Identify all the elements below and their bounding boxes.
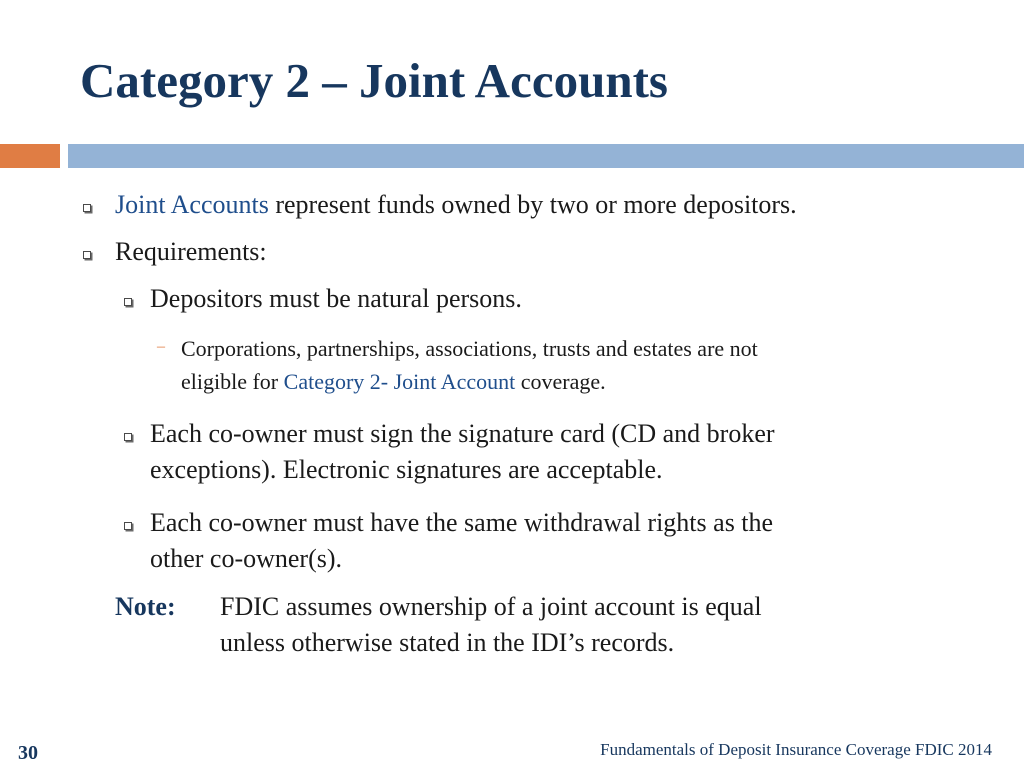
sub-bullet-text: Each co-owner must have the same withdrawal rights as the	[150, 508, 774, 537]
accent-bar-blue	[68, 144, 1024, 168]
bullet-text: represent funds owned by two or more depositors.	[268, 190, 797, 219]
sub-bullet-signature-line2	[150, 455, 663, 485]
note-text-line2	[220, 628, 674, 658]
slide-title: Category 2 – Joint Accounts	[80, 53, 668, 108]
square-bullet-icon	[124, 433, 132, 441]
dash-bullet-icon: –	[157, 338, 165, 355]
note-text-line1	[220, 592, 762, 622]
bullet-joint-accounts	[115, 190, 797, 220]
joint-accounts-term: Joint Accounts	[115, 190, 269, 219]
category-2-term: Category 2- Joint Account	[283, 369, 516, 394]
sub-bullet-withdrawal-line1	[150, 508, 773, 538]
bullet-text: Requirements:	[115, 237, 267, 266]
square-bullet-icon	[124, 298, 132, 306]
sub-bullet-text: Depositors must be natural persons.	[150, 284, 522, 313]
sub-sub-bullet-text: eligible for	[181, 369, 284, 394]
sub-sub-bullet-text: Corporations, partnerships, associations, trusts and estates are not	[181, 336, 758, 361]
note-text: unless otherwise stated in the IDI’s records.	[220, 628, 675, 657]
sub-bullet-text: other co-owner(s).	[150, 544, 343, 573]
sub-bullet-text: exceptions). Electronic signatures are acceptable.	[150, 455, 663, 484]
sub-sub-bullet-text: coverage.	[515, 369, 606, 394]
square-bullet-icon	[83, 204, 91, 212]
page-number: 30	[18, 742, 38, 764]
sub-bullet-withdrawal-line2	[150, 544, 342, 574]
sub-bullet-signature-line1	[150, 419, 775, 449]
square-bullet-icon	[83, 251, 91, 259]
square-bullet-icon	[124, 522, 132, 530]
footer-text: Fundamentals of Deposit Insurance Coverage FDIC 2014	[600, 740, 992, 759]
note-label: Note:	[115, 592, 176, 621]
sub-bullet-natural-persons	[150, 284, 522, 314]
sub-bullet-text: Each co-owner must sign the signature card (CD and broker	[150, 419, 775, 448]
sub-sub-bullet-line2	[181, 369, 606, 395]
bullet-requirements	[115, 237, 267, 267]
accent-bar-orange	[0, 144, 60, 168]
sub-sub-bullet-line1	[181, 336, 758, 362]
note-text: FDIC assumes ownership of a joint account is equal	[220, 592, 762, 621]
